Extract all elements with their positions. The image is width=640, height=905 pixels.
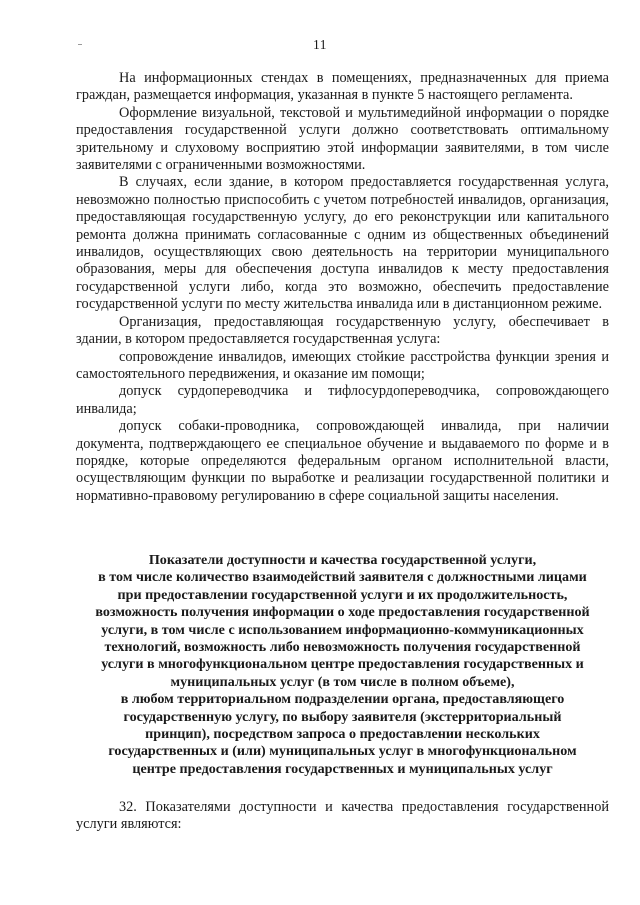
heading-line: услуги в многофункциональном центре предоставления государственных и: [101, 656, 584, 673]
paragraph-info-stands: На информационных стендах в помещениях, предназначенных для приема граждан, размещается информация, указанная в пункте 5 настоящего регламента.: [76, 70, 609, 104]
heading-line: в том числе количество взаимодействий заявителя с должностными лицами: [98, 569, 587, 586]
heading-line: государственных и (или) муниципальных услуг в многофункциональном: [108, 743, 577, 760]
heading-line: государственную услугу, по выбору заявителя (экстерриториальный: [123, 708, 562, 725]
section-heading: [76, 552, 609, 778]
paragraph-guide-dog: допуск собаки-проводника, сопровождающей инвалида, при наличии документа, подтверждающего ее специальное обучение и выдаваемого по форме и в порядке, которые определяются федеральным органом исполнительной власти, осуществляющим функции по выработке и реализации государственной политики и нормативно-правовому регулированию в сфере социальной защиты населения.: [76, 418, 609, 504]
paragraph-item-32: 32. Показателями доступности и качества предоставления государственной услуги являются:: [76, 799, 609, 833]
heading-line: услуги, в том числе с использованием информационно-коммуникационных: [101, 621, 584, 638]
heading-line: при предоставлении государственной услуги и их продолжительность,: [117, 586, 568, 603]
heading-line: Показатели доступности и качества государственной услуги,: [148, 552, 537, 568]
item-32: [76, 799, 609, 834]
paragraph-sign-interpreter: допуск сурдопереводчика и тифлосурдопереводчика, сопровождающего инвалида;: [76, 383, 609, 417]
body-text: [76, 70, 609, 505]
heading-line: муниципальных услуг (в том числе в полном объеме),: [170, 673, 515, 690]
heading-line: возможность получения информации о ходе предоставления государственной: [95, 604, 590, 621]
page-number: 11: [313, 37, 327, 52]
heading-line: технологий, возможность либо невозможность получения государственной: [104, 639, 581, 656]
paragraph-visual-design: Оформление визуальной, текстовой и мультимедийной информации о порядке предоставления государственной услуги должно соответствовать оптимальному зрительному и слуховому восприятию этой информации заявителями, в том числе заявителями с ограниченными возможностями.: [76, 104, 609, 174]
paragraph-escort-disabled: сопровождение инвалидов, имеющих стойкие расстройства функции зрения и самостоятельного передвижения, и оказание им помощи;: [76, 348, 609, 382]
heading-line: центре предоставления государственных и муниципальных услуг: [132, 760, 553, 777]
paragraph-building-adaptation: В случаях, если здание, в котором предоставляется государственная услуга, невозможно полностью приспособить с учетом потребностей инвалидов, организация, предоставляющая государственную услугу, до его реконструкции или капитального ремонта должна принимать согласованные с одним из общественных объединений инвалидов, осуществляющих свою деятельность на территории муниципального образования, меры для обеспечения доступа инвалидов к месту предоставления государственной услуги либо, когда это возможно, обеспечить предоставление государственной услуги по месту жительства инвалида или в дистанционном режиме.: [76, 174, 609, 313]
heading-line: в любом территориальном подразделении органа, предоставляющего: [120, 691, 565, 708]
paragraph-organization-duties: Организация, предоставляющая государственную услугу, обеспечивает в здании, в котором предоставляется государственная услуга:: [76, 313, 609, 348]
heading-line: принцип), посредством запроса о предоставлении нескольких: [145, 726, 540, 743]
